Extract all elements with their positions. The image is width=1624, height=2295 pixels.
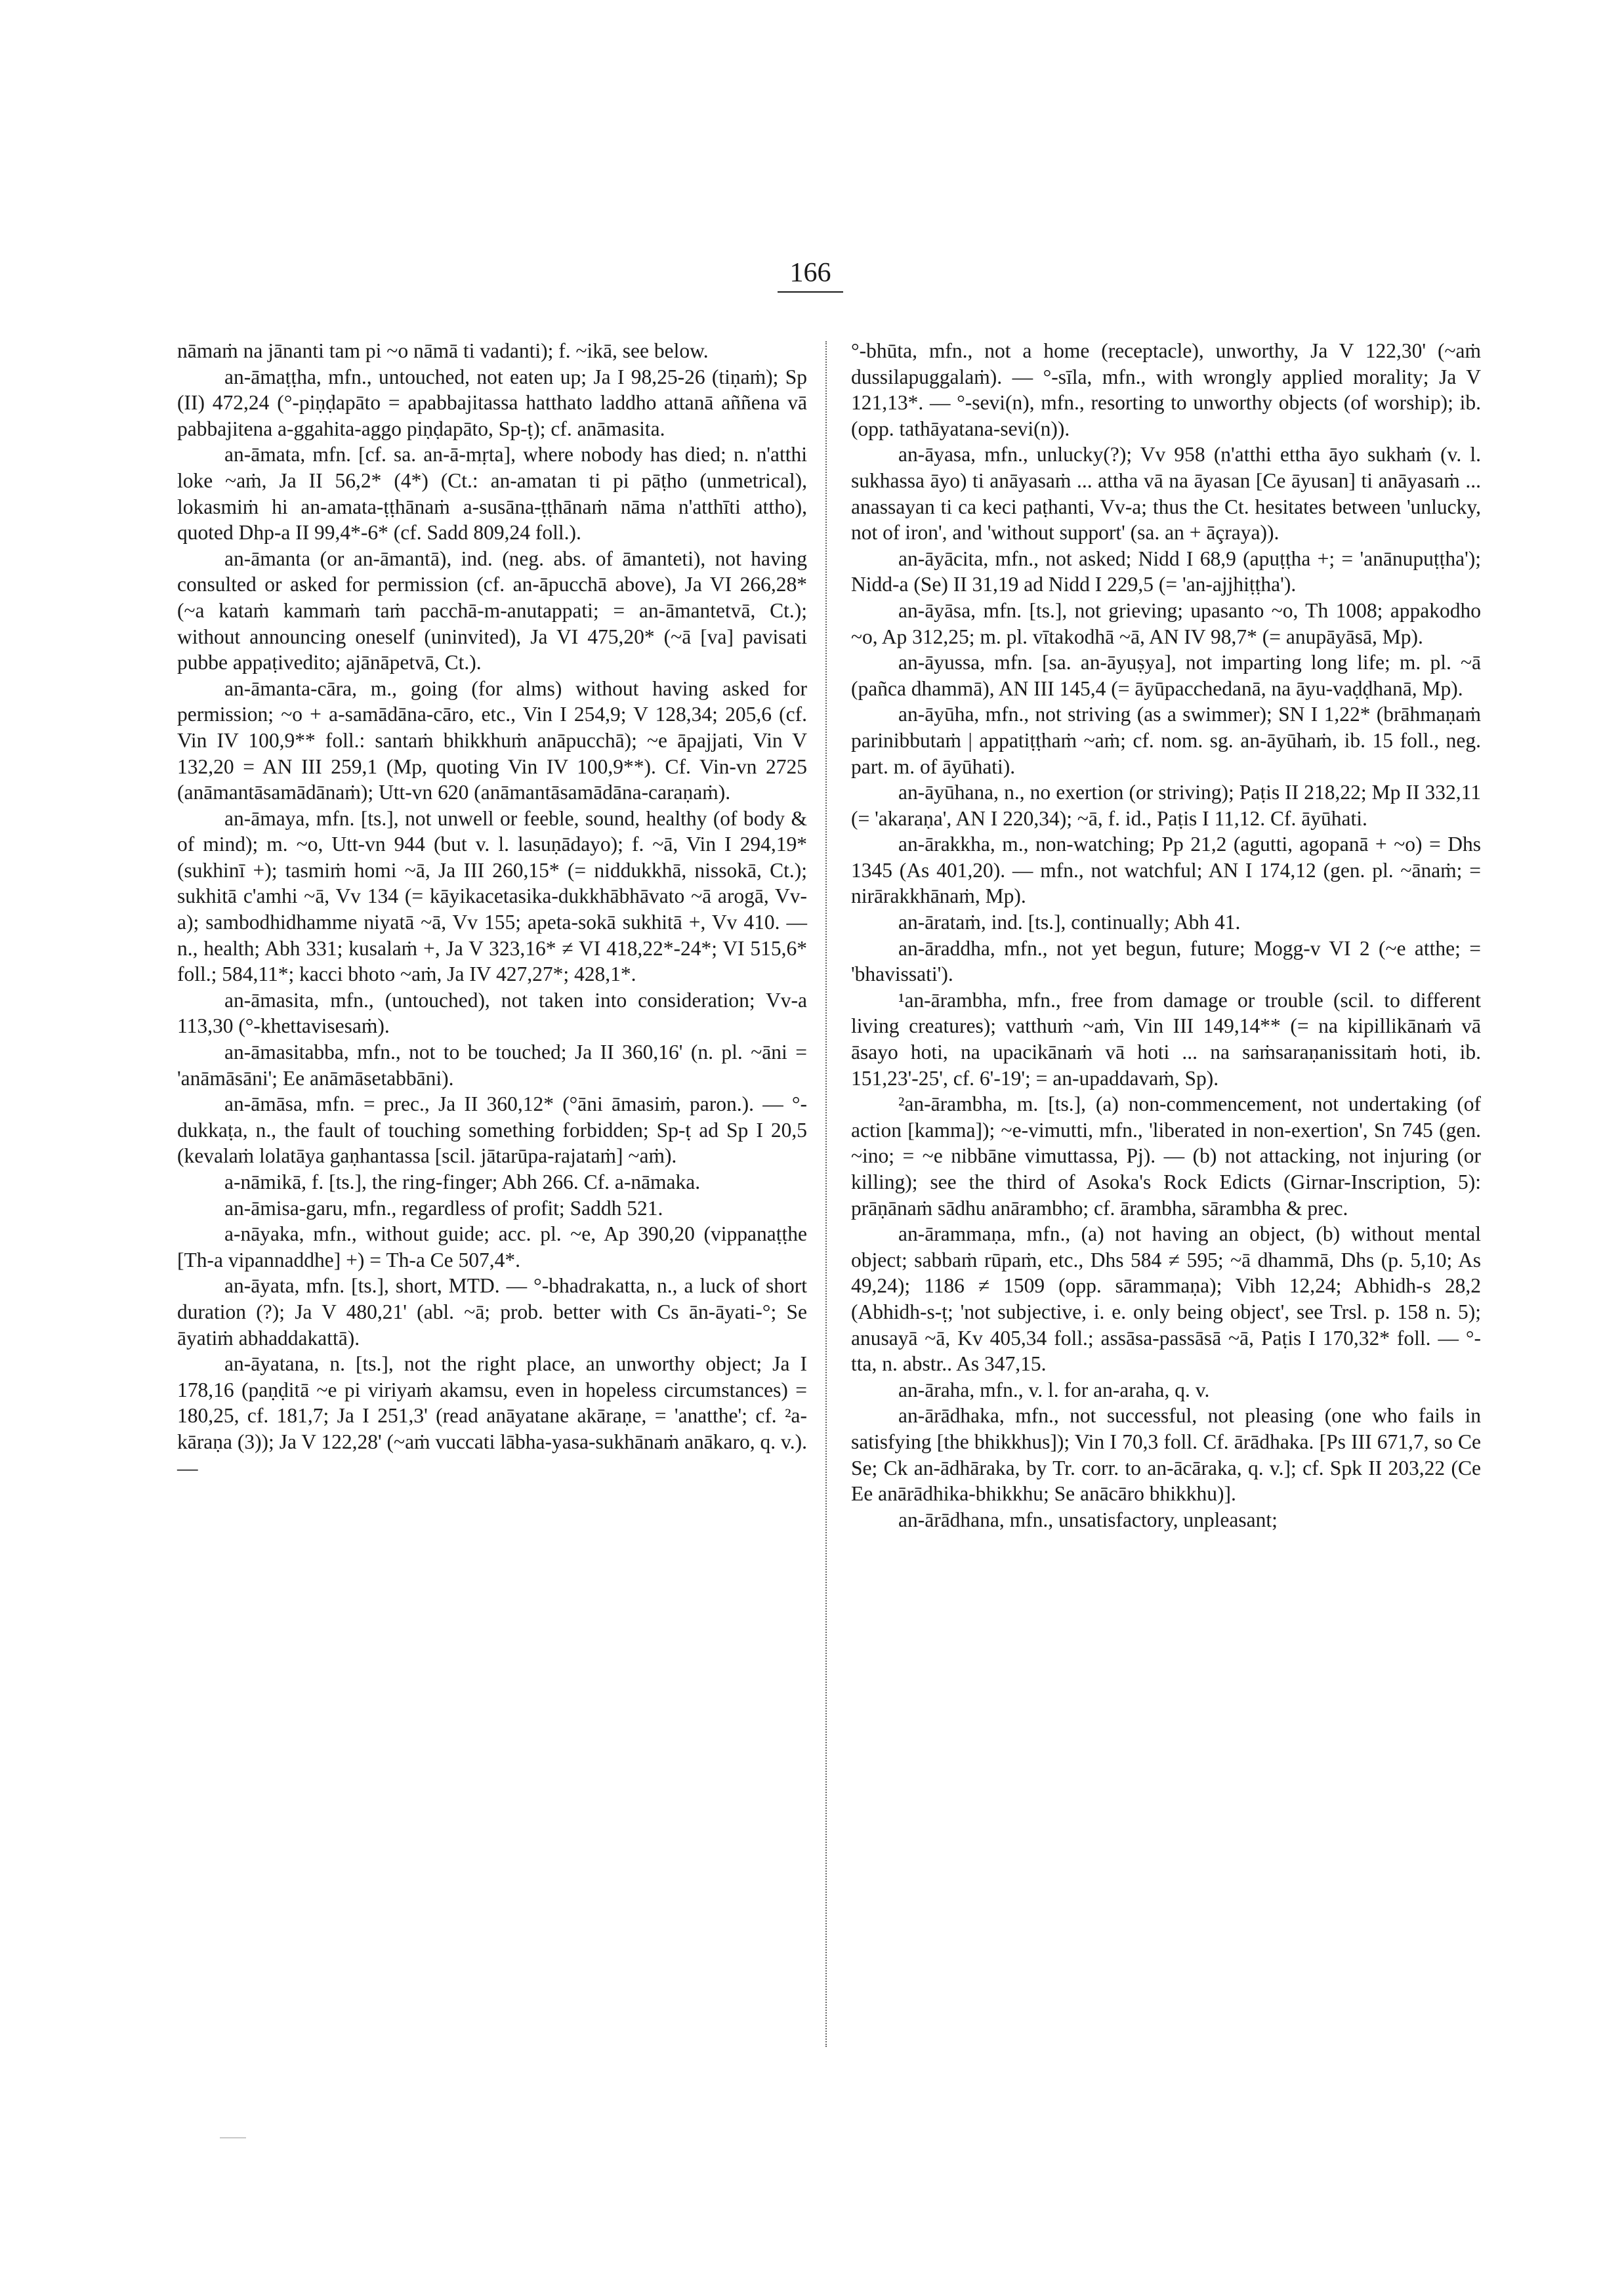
dictionary-entry: an-ārādhaka, mfn., not successful, not pleasing (one who fails in satisfying [the bhikkhus]); Vin I 70,3 foll. Cf. ārādhaka. [Ps III 671,7, so Ce Se; Ck an-ādhāraka, by Tr. corr. to an-ācāraka, q. v.]; cf. Spk II 203,22 (Ce Ee anārādhika-bhikkhu; Se anācāro bhikkhu)]. (851, 1404, 1481, 1506)
dictionary-entry: an-āraha, mfn., v. l. for an-araha, q. v. (898, 1378, 1210, 1401)
dictionary-entry: an-ārataṁ, ind. [ts.], continually; Abh 41. (898, 911, 1241, 934)
right-column (851, 338, 1481, 1533)
dictionary-entry: ²an-ārambha, m. [ts.], (a) non-commencement, not undertaking (of action [kamma]); ~e-vimutti, mfn., 'liberated in non-exertion', Sn 745 (gen. ~ino; = ~e nibbāne vimuttassa, Pj). — (b) not attacking, not injuring (or killing); see the third of Asoka's Rock Edicts (Girnar-Inscription, 5): prāṇānaṁ sādhu anārambho; cf. ārambha, sārambha & prec. (851, 1092, 1481, 1220)
dictionary-entry: an-āraddha, mfn., not yet begun, future; Mogg-v VI 2 (~e atthe; = 'bhavissati'). (851, 936, 1481, 986)
dictionary-entry: an-āyūha, mfn., not striving (as a swimmer); SN I 1,22* (brāhmaṇaṁ parinibbutaṁ | appatiṭṭhaṁ ~aṁ; cf. nom. sg. an-āyūhaṁ, ib. 15 foll., neg. part. m. of āyūhati). (851, 703, 1481, 778)
dictionary-entry: an-ārakkha, m., non-watching; Pp 21,2 (agutti, agopanā + ~o) = Dhs 1345 (As 401,20). — mfn., not watchful; AN I 174,12 (gen. pl. ~ānaṁ; = nirārakkhānaṁ, Mp). (851, 833, 1481, 908)
dictionary-entry: an-āmanta (or an-āmantā), ind. (neg. abs. of āmanteti), not having consulted or asked for permission (cf. an-āpucchā above), Ja VI 266,28* (~a kataṁ kammaṁ taṁ pacchā-m-anutappati; = an-āmantetvā, Ct.); without announcing oneself (uninvited), Ja VI 475,20* (~ā [va] pavisati pubbe appaṭivedito; ajānāpetvā, Ct.). (177, 547, 807, 674)
dictionary-entry: an-āmasitabba, mfn., not to be touched; Ja II 360,16' (n. pl. ~āni = 'anāmāsāni'; Ee anāmāsetabbāni). (177, 1041, 807, 1090)
dictionary-entry: an-āyata, mfn. [ts.], short, MTD. — °-bhadrakatta, n., a luck of short duration (?); Ja V 480,21' (abl. ~ā; prob. better with Cs ān-āyati-°; Se āyatiṁ abhaddakattā). (177, 1274, 807, 1350)
dictionary-entry: an-āmata, mfn. [cf. sa. an-ā-mṛta], where nobody has died; n. n'atthi loke ~aṁ, Ja II 56,2* (4*) (Ct.: an-amatan ti pi pāṭho (unmetrical), lokasmiṁ hi an-amata-ṭṭhānaṁ a-susāna-ṭṭhānaṁ nāma n'atthīti attho), quoted Dhp-a II 99,4*-6* (cf. Sadd 809,24 foll.). (177, 443, 807, 545)
left-column (177, 338, 807, 1481)
dictionary-entry: an-āyūhana, n., no exertion (or striving); Paṭis II 218,22; Mp II 332,11 (= 'akaraṇa', AN I 220,34); ~ā, f. id., Paṭis I 11,12. Cf. āyūhati. (851, 781, 1481, 830)
dictionary-entry: an-āyatana, n. [ts.], not the right place, an unworthy object; Ja I 178,16 (paṇḍitā ~e pi viriyaṁ akamsu, even in hopeless circumstances) = 180,25, cf. 181,7; Ja I 251,3' (read anāyatane akāraṇe, = 'anatthe'; cf. ²a-kāraṇa (3)); Ja V 122,28' (~aṁ vuccati lābha-yasa-sukhānaṁ anākaro, q. v.). — (177, 1352, 807, 1479)
dictionary-entry: a-nāmikā, f. [ts.], the ring-finger; Abh 266. Cf. a-nāmaka. (224, 1170, 701, 1193)
column-divider (825, 341, 827, 2047)
dictionary-entry: an-āmasita, mfn., (untouched), not taken into consideration; Vv-a 113,30 (°-khettavisesaṁ). (177, 988, 807, 1038)
dictionary-entry: an-āmaya, mfn. [ts.], not unwell or feeble, sound, healthy (of body & of mind); m. ~o, Utt-vn 944 (but v. l. lasuṇādayo); f. ~ā, Vin I 294,19* (sukhinī +); tasmiṁ homi ~ā, Ja III 260,15* (= niddukkhā, nissokā, Ct.); sukhitā c'amhi ~ā, Vv 134 (= kāyikacetasika-dukkhābhāvato ~ā arogā, Vv-a); sambodhidhamme niyatā ~ā, Vv 155; apeta-sokā sukhitā +, Vv 410. — n., health; Abh 331; kusalaṁ +, Ja V 323,16* ≠ VI 418,22*-24*; VI 515,6* foll.; 584,11*; kacci bhoto ~aṁ, Ja IV 427,27*; 428,1*. (177, 806, 807, 986)
dictionary-entry: an-āyussa, mfn. [sa. an-āyuṣya], not imparting long life; m. pl. ~ā (pañca dhammā), AN III 145,4 (= āyūpacchedanā, na āyu-vaḍḍhanā, Mp). (851, 651, 1481, 700)
dictionary-entry: an-āmisa-garu, mfn., regardless of profit; Saddh 521. (224, 1196, 663, 1220)
dictionary-entry: °-bhūta, mfn., not a home (receptacle), unworthy, Ja V 122,30' (~aṁ dussilapuggalaṁ). — °-sīla, mfn., with wrongly applied morality; Ja V 121,13*. — °-sevi(n), mfn., resorting to unworthy objects (of worship); ib. (opp. tathāyatana-sevi(n)). (851, 339, 1481, 440)
dictionary-entry: ¹an-ārambha, mfn., free from damage or trouble (scil. to different living creatures); vatthuṁ ~aṁ, Vin III 149,14** (= na kipillikānaṁ vā āsayo hoti, na upacikānaṁ vā hoti ... na saṁsaraṇanissitaṁ hoti, ib. 151,23'-25', cf. 6'-19'; = an-upaddavaṁ, Sp). (851, 988, 1481, 1090)
dictionary-entry: an-ārādhana, mfn., unsatisfactory, unpleasant; (898, 1508, 1278, 1531)
dictionary-entry: an-āmanta-cāra, m., going (for alms) without having asked for permission; ~o + a-samādāna-cāro, etc., Vin I 254,9; V 128,34; 205,6 (cf. Vin IV 100,9** foll.: santaṁ bhikkhuṁ anāpucchā); ~e āpajjati, Vin V 132,20 = AN III 259,1 (Mp, quoting Vin IV 100,9**). Cf. Vin-vn 2725 (anāmantāsamādānaṁ); Utt-vn 620 (anāmantāsamādāna-caraṇaṁ). (177, 676, 807, 804)
dictionary-entry: nāmaṁ na jānanti tam pi ~o nāmā ti vadanti); f. ~ikā, see below. (177, 339, 709, 362)
dictionary-entry: an-āyasa, mfn., unlucky(?); Vv 958 (n'atthi ettha āyo sukhaṁ (v. l. sukhassa āyo) ti anāyasaṁ ... attha vā na āyasan [Ce āyusan] ti anāyasaṁ ... anassayan ti ca keci paṭhanti, Vv-a; thus the Ct. hesitates between 'unlucky, not of iron', and 'without support' (sa. an + āçraya)). (851, 443, 1481, 545)
dictionary-entry: an-āyāsa, mfn. [ts.], not grieving; upasanto ~o, Th 1008; appakodho ~o, Ap 312,25; m. pl. vītakodhā ~ā, AN IV 98,7* (= anupāyāsā, Mp). (851, 598, 1481, 648)
dictionary-entry: a-nāyaka, mfn., without guide; acc. pl. ~e, Ap 390,20 (vippanaṭṭhe [Th-a vipannaddhe] +) = Th-a Ce 507,4*. (177, 1222, 807, 1272)
dictionary-entry: an-āyācita, mfn., not asked; Nidd I 68,9 (apuṭṭha +; = 'anānupuṭṭha'); Nidd-a (Se) II 31,19 ad Nidd I 229,5 (= 'an-ajjhiṭṭha'). (851, 547, 1481, 596)
dictionary-entry: an-ārammaṇa, mfn., (a) not having an object, (b) without mental object; sabbaṁ rūpaṁ, etc., Dhs 584 ≠ 595; ~ā dhammā, Dhs (p. 5,10; As 49,24); 1186 ≠ 1509 (opp. sārammaṇa); Vibh 12,24; Abhidh-s 28,2 (Abhidh-s-ṭ; 'not subjective, i. e. only being object', see Trsl. p. 158 n. 5); anusayā ~ā, Kv 405,34 foll.; assāsa-passāsā ~ā, Paṭis I 170,32* foll. — °-tta, n. abstr.. As 347,15. (851, 1222, 1481, 1376)
dictionary-entry: an-āmaṭṭha, mfn., untouched, not eaten up; Ja I 98,25-26 (tiṇaṁ); Sp (II) 472,24 (°-piṇḍapāto = apabbajitassa hatthato laddho attanā aññena vā pabbajitena a-ggahita-aggo piṇḍapāto, Sp-ṭ); cf. anāmasita. (177, 365, 807, 440)
dictionary-entry: an-āmāsa, mfn. = prec., Ja II 360,12* (°āni āmasiṁ, paron.). — °-dukkaṭa, n., the fault of touching something forbidden; Sp-ṭ ad Sp I 20,5 (kevalaṁ lolatāya gaṇhantassa [scil. jātarūpa-rajataṁ] ~aṁ). (177, 1092, 807, 1168)
page-number: 166 (778, 257, 843, 293)
